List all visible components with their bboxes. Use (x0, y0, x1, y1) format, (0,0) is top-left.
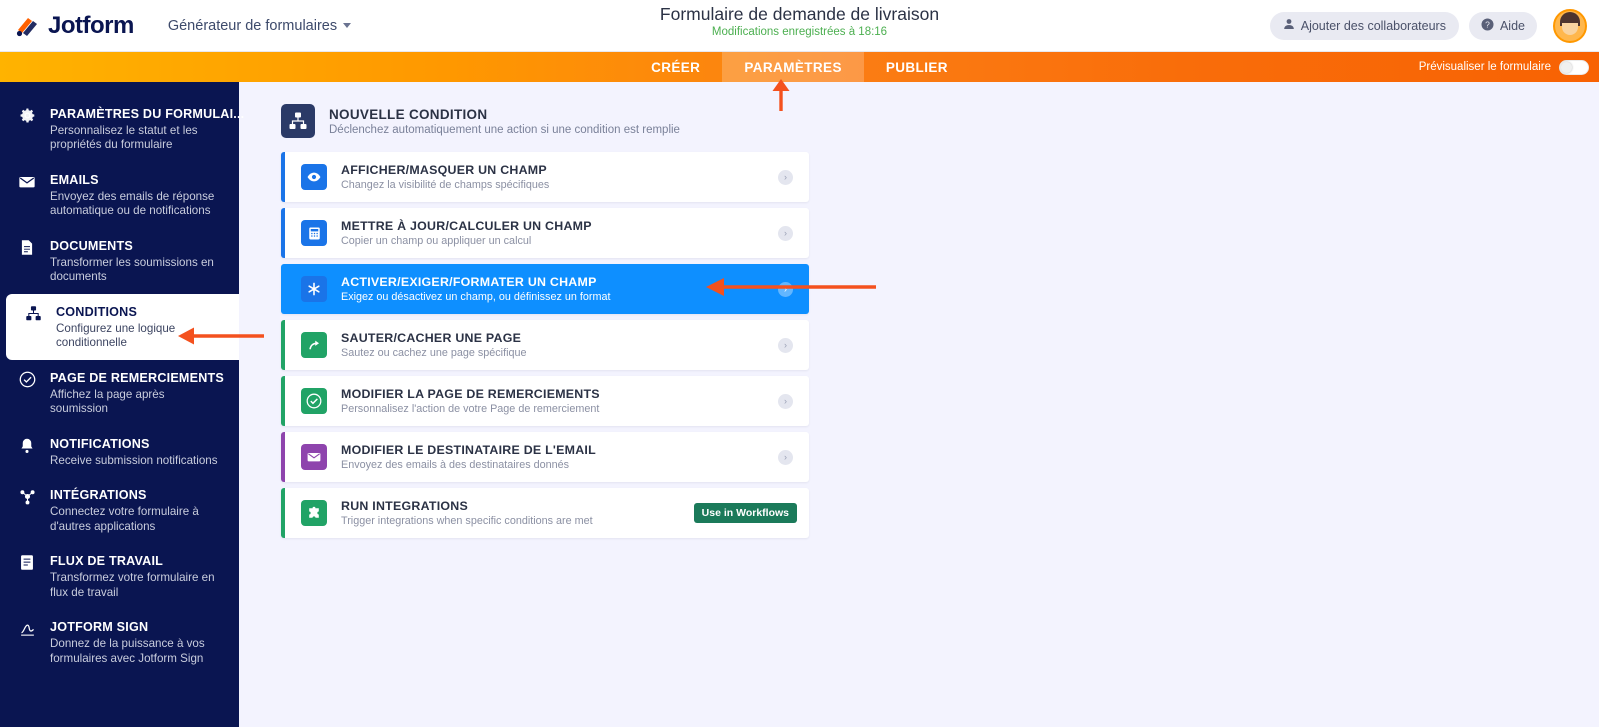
condition-card-show-hide-field[interactable] (281, 152, 809, 202)
conditions-icon (22, 303, 44, 322)
jotform-logo-icon (14, 13, 40, 39)
sign-icon (16, 618, 38, 637)
chevron-right-icon: › (778, 394, 793, 409)
builder-nav-bar (0, 52, 1599, 82)
sidebar-item-desc: Transformer les soumissions en documents (50, 255, 214, 284)
settings-sidebar (0, 82, 245, 727)
condition-card-title: AFFICHER/MASQUER UN CHAMP (341, 163, 547, 177)
calculator-icon (301, 220, 327, 246)
sidebar-item-desc: Connectez votre formulaire à d'autres applications (50, 505, 199, 533)
condition-type-list (281, 152, 809, 538)
sidebar-item-desc: Donnez de la puissance à vos formulaires avec Jotform Sign (50, 637, 205, 665)
document-icon (16, 237, 38, 256)
sidebar-item-desc: Envoyez des emails de réponse automatique ou de notifications (50, 189, 215, 218)
condition-card-desc: Sautez ou cachez une page spécifique (341, 347, 527, 359)
condition-card-title: ACTIVER/EXIGER/FORMATER UN CHAMP (341, 275, 597, 289)
plug-icon (16, 486, 38, 505)
conditions-icon (281, 104, 315, 138)
bell-icon (16, 435, 38, 454)
nav-tabs (629, 52, 970, 82)
chevron-right-icon: › (778, 226, 793, 241)
asterisk-icon (301, 276, 327, 302)
check-circle-icon (16, 369, 38, 388)
tab-publier[interactable]: PUBLIER (885, 59, 948, 75)
form-builder-menu-label: Générateur de formulaires (167, 17, 338, 34)
condition-card-desc: Trigger integrations when specific conditions are met (341, 515, 593, 527)
tab-parametres[interactable]: PARAMÈTRES (722, 52, 864, 82)
sidebar-item-integrations[interactable] (0, 477, 239, 543)
chevron-right-icon: › (778, 170, 793, 185)
conditions-panel (239, 82, 1599, 727)
sidebar-item-desc: Configurez une logique conditionnelle (56, 321, 176, 350)
condition-card-title: RUN INTEGRATIONS (341, 499, 468, 513)
condition-card-title: SAUTER/CACHER UNE PAGE (341, 331, 522, 345)
condition-card-title: METTRE À JOUR/CALCULER UN CHAMP (341, 219, 592, 233)
jotform-logo[interactable] (0, 12, 134, 40)
condition-card-enable-require-mask-field[interactable] (281, 264, 809, 314)
jotform-logo-text: Jotform (48, 11, 134, 39)
condition-card-change-email-recipient[interactable] (281, 432, 809, 482)
sidebar-item-label: JOTFORM SIGN (50, 620, 149, 635)
help-button[interactable] (1469, 12, 1537, 40)
add-collaborators-label: Ajouter des collaborateurs (1300, 18, 1446, 33)
sidebar-item-label: EMAILS (50, 172, 99, 187)
new-condition-title: NOUVELLE CONDITION (329, 106, 488, 122)
sidebar-item-label: DOCUMENTS (50, 238, 133, 253)
save-status: Modifications enregistrées à 18:16 (711, 26, 888, 38)
condition-card-change-thank-you-page[interactable] (281, 376, 809, 426)
question-icon (1481, 18, 1494, 34)
new-condition-header (281, 104, 1599, 138)
add-collaborators-button[interactable] (1270, 12, 1459, 40)
builder-body (0, 82, 1599, 727)
preview-form-control (1419, 52, 1589, 82)
use-in-workflows-badge: Use in Workflows (694, 503, 797, 523)
sidebar-item-thank-you-page[interactable] (0, 360, 239, 426)
help-label: Aide (1499, 18, 1525, 33)
gear-icon (16, 105, 38, 124)
sidebar-item-documents[interactable] (0, 228, 239, 294)
sidebar-item-label: PAGE DE REMERCIEMENTS (50, 370, 224, 385)
new-condition-desc: Déclenchez automatiquement une action si une condition est remplie (329, 123, 680, 136)
user-icon (1283, 18, 1295, 33)
svg-text:?: ? (1485, 19, 1490, 30)
sidebar-item-label: NOTIFICATIONS (50, 436, 150, 451)
condition-card-run-integrations[interactable] (281, 488, 809, 538)
condition-card-skip-hide-page[interactable] (281, 320, 809, 370)
condition-card-desc: Envoyez des emails à des destinataires donnés (341, 459, 570, 471)
condition-card-desc: Changez la visibilité de champs spécifiques (341, 179, 550, 191)
sidebar-item-desc: Affichez la page après soumission (50, 387, 165, 416)
chevron-down-icon (343, 23, 351, 28)
envelope-icon (16, 171, 38, 191)
condition-card-desc: Exigez ou désactivez un champ, ou définissez un format (341, 291, 611, 303)
condition-card-desc: Personnalisez l'action de votre Page de remerciement (341, 403, 600, 415)
condition-card-desc: Copier un champ ou appliquer un calcul (341, 235, 532, 247)
chevron-right-icon: › (778, 450, 793, 465)
workflow-icon (16, 552, 38, 571)
top-bar (0, 0, 1599, 52)
sidebar-item-jotform-sign[interactable] (0, 609, 239, 675)
sidebar-item-workflow[interactable] (0, 543, 239, 609)
eye-icon (301, 164, 327, 190)
arrow-branch-icon (301, 332, 327, 358)
sidebar-item-desc: Transformez votre formulaire en flux de travail (50, 571, 215, 599)
sidebar-item-conditions[interactable] (6, 294, 239, 360)
sidebar-item-form-settings[interactable] (0, 96, 245, 162)
sidebar-item-desc: Personnalisez le statut et les propriétés du formulaire (50, 124, 198, 152)
puzzle-icon (301, 500, 327, 526)
sidebar-item-label: FLUX DE TRAVAIL (50, 554, 164, 569)
check-circle-icon (301, 388, 327, 414)
sidebar-item-desc: Receive submission notifications (50, 453, 218, 467)
sidebar-item-emails[interactable] (0, 162, 239, 228)
sidebar-item-label: INTÉGRATIONS (50, 488, 147, 503)
form-builder-menu[interactable] (168, 18, 351, 34)
condition-card-title: MODIFIER LE DESTINATAIRE DE L'EMAIL (341, 443, 596, 457)
chevron-right-icon: › (778, 282, 793, 297)
condition-card-title: MODIFIER LA PAGE DE REMERCIEMENTS (341, 387, 600, 401)
condition-card-update-calculate-field[interactable] (281, 208, 809, 258)
sidebar-item-notifications[interactable] (0, 426, 239, 477)
sidebar-item-label: PARAMÈTRES DU FORMULAI... (50, 107, 245, 121)
page-title: Formulaire de demande de livraison (659, 4, 940, 24)
envelope-icon (301, 444, 327, 470)
preview-form-toggle[interactable] (1559, 60, 1589, 75)
top-bar-actions (1270, 9, 1599, 43)
avatar[interactable] (1553, 9, 1587, 43)
preview-form-label: Prévisualiser le formulaire (1418, 61, 1551, 73)
tab-creer[interactable]: CRÉER (651, 59, 701, 75)
sidebar-item-label: CONDITIONS (56, 304, 138, 319)
chevron-right-icon: › (778, 338, 793, 353)
